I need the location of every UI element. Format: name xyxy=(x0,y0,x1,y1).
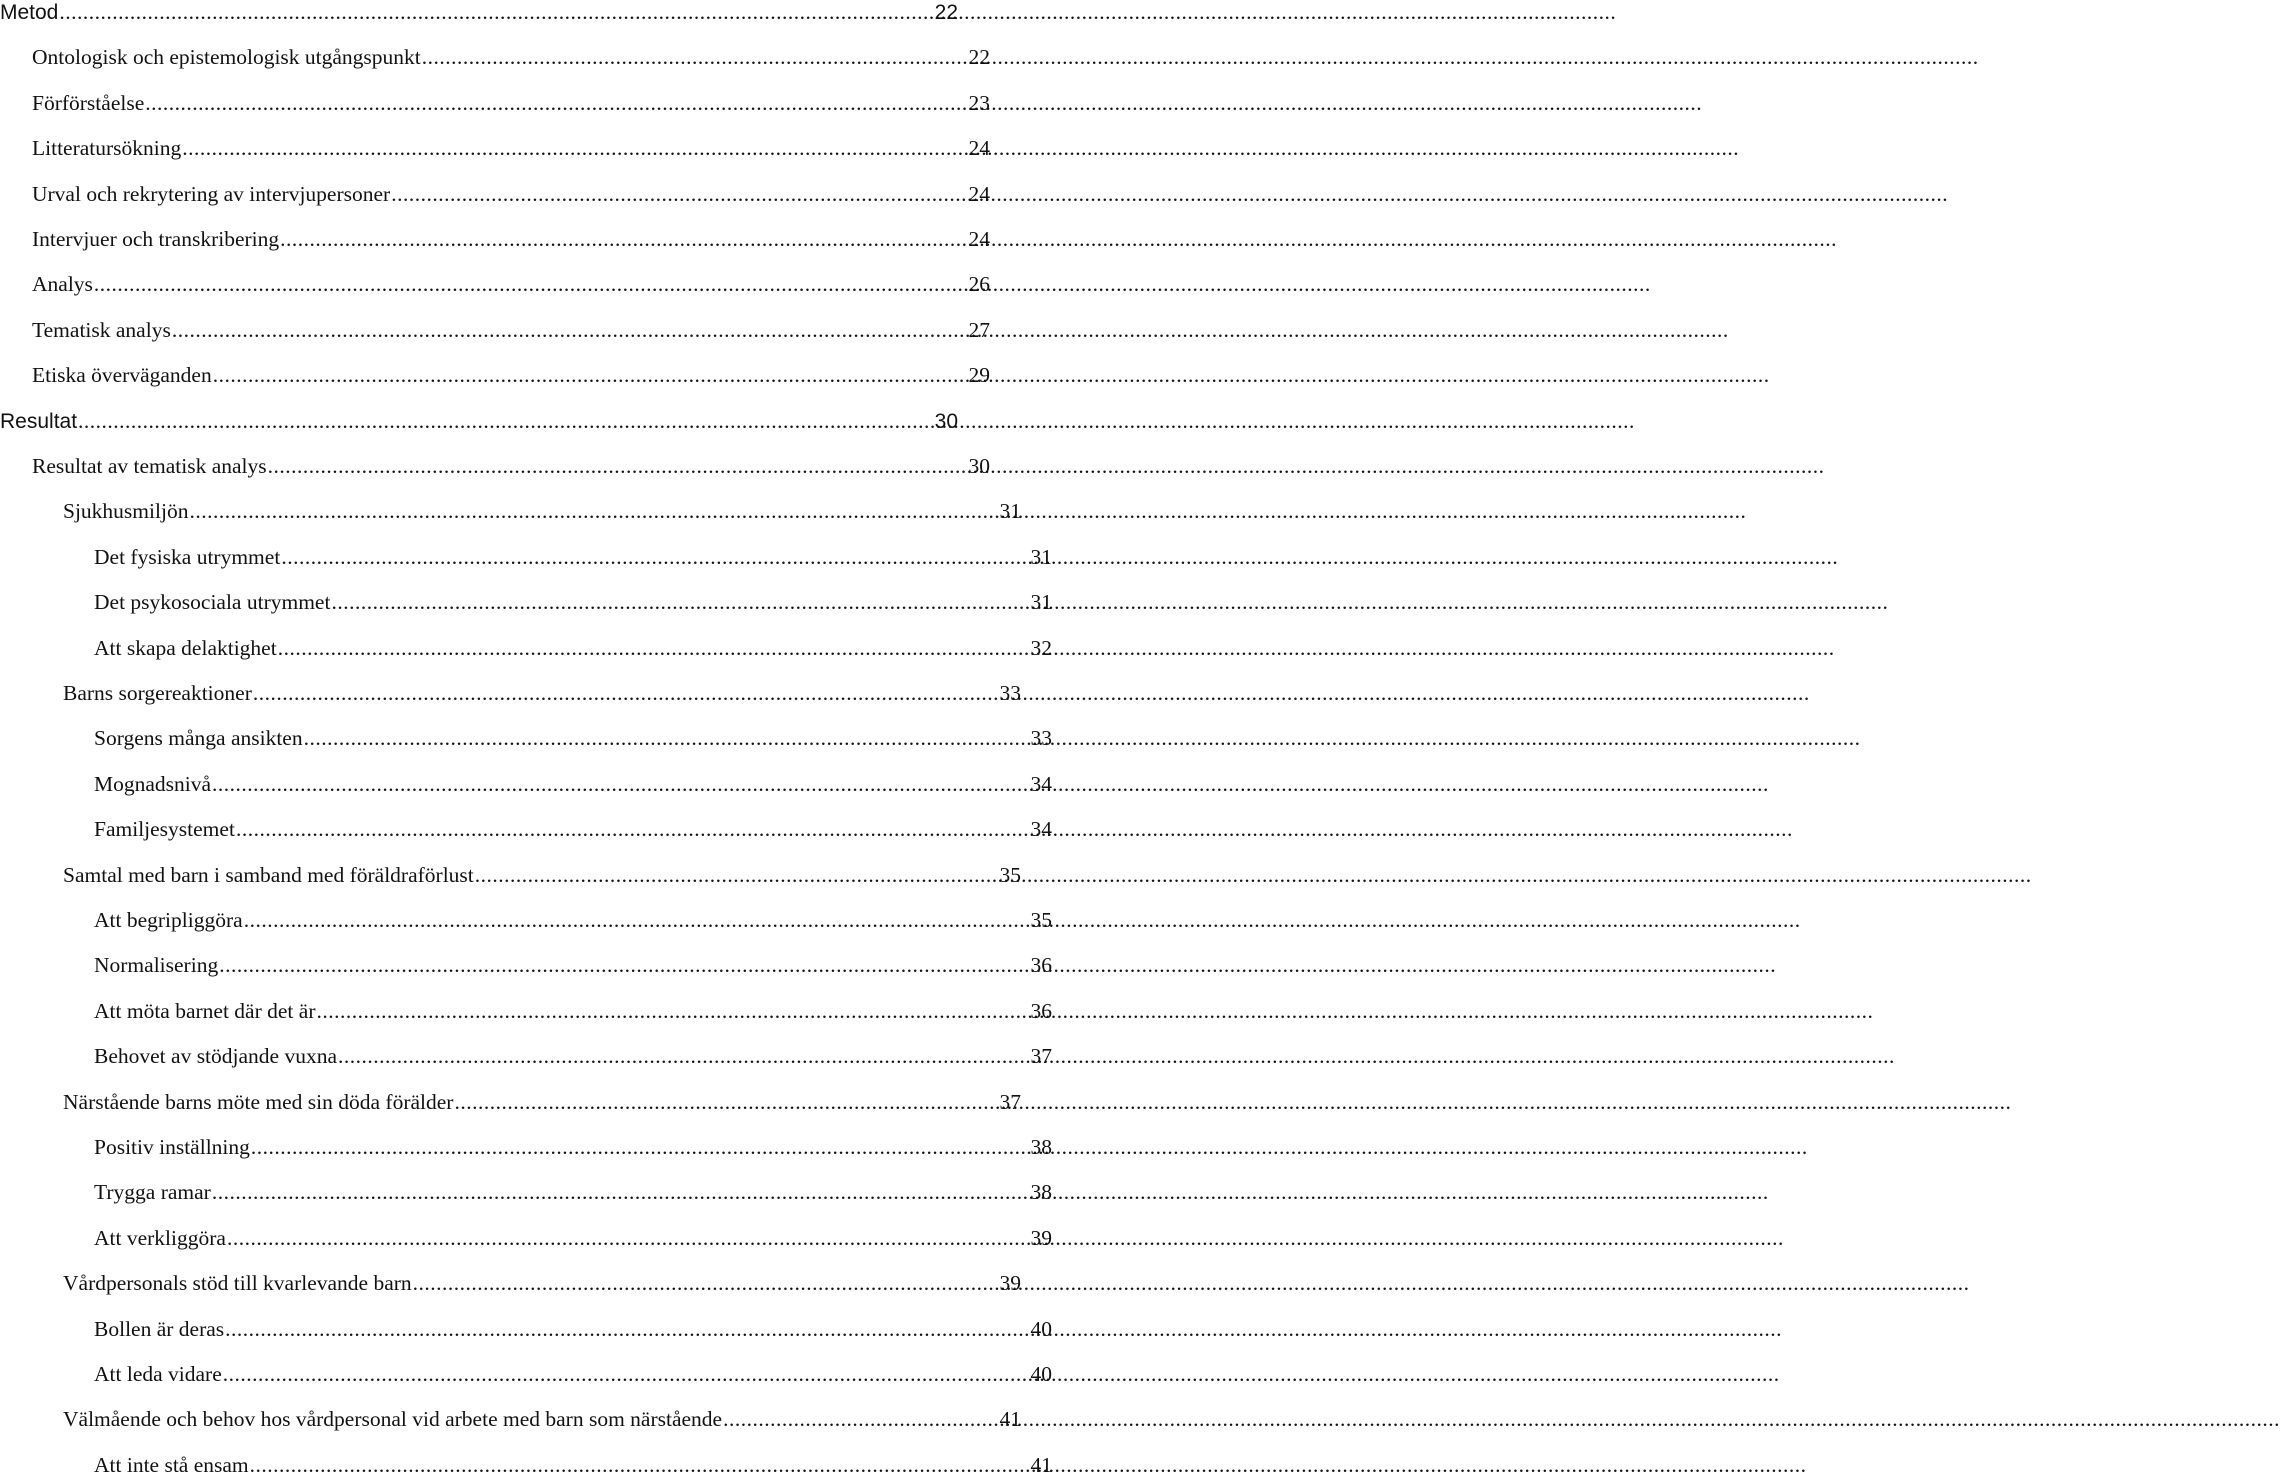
toc-entry-title: Behovet av stödjande vuxna xyxy=(94,1044,338,1069)
toc-entry[interactable] xyxy=(0,1039,1054,1073)
toc-entry-page-number: 29 xyxy=(968,363,990,388)
dot-leader xyxy=(331,585,1029,619)
toc-entry-title: Etiska överväganden xyxy=(32,363,212,388)
toc-entry-page-number: 34 xyxy=(1030,771,1052,796)
toc-entry-title: Välmående och behov hos vårdpersonal vid arbete med barn som närstående xyxy=(63,1407,723,1432)
toc-entry-page-number: 37 xyxy=(1030,1044,1052,1069)
toc-entry-title: Trygga ramar xyxy=(94,1180,211,1205)
dot-leader xyxy=(723,1402,998,1436)
toc-entry-page-number: 30 xyxy=(968,454,990,478)
toc-entry-page-number: 30 xyxy=(934,409,958,433)
toc-entry[interactable] xyxy=(0,676,1023,710)
dot-leader xyxy=(454,1085,998,1119)
toc-entry[interactable] xyxy=(0,1221,1054,1255)
toc-entry-title: Det fysiska utrymmet xyxy=(94,544,281,569)
toc-entry[interactable] xyxy=(0,222,992,256)
toc-entry[interactable] xyxy=(0,177,992,211)
dot-leader xyxy=(227,1221,1030,1255)
dot-leader xyxy=(94,267,968,301)
dot-leader xyxy=(236,812,1030,846)
toc-entry-page-number: 31 xyxy=(1030,590,1052,615)
toc-entry-page-number: 31 xyxy=(999,499,1021,524)
toc-entry[interactable] xyxy=(0,404,960,438)
dot-leader xyxy=(391,177,967,211)
toc-entry-page-number: 35 xyxy=(999,862,1021,887)
toc-entry-title: Sjukhusmiljön xyxy=(63,499,189,524)
toc-entry-title: Samtal med barn i samband med föräldraförlust xyxy=(63,862,474,887)
toc-entry-page-number: 24 xyxy=(968,136,990,161)
toc-entry[interactable] xyxy=(0,267,992,301)
toc-entry[interactable] xyxy=(0,1085,1023,1119)
toc-entry-title: Urval och rekrytering av intervjupersoner xyxy=(32,181,391,206)
toc-entry-title: Resultat xyxy=(0,409,78,433)
toc-entry[interactable] xyxy=(0,1312,1054,1346)
toc-entry[interactable] xyxy=(0,1402,1023,1436)
toc-entry-page-number: 23 xyxy=(968,90,990,115)
toc-entry-title: Att inte stå ensam xyxy=(94,1452,249,1477)
toc-entry[interactable] xyxy=(0,1357,1054,1391)
dot-leader xyxy=(253,676,999,710)
toc-entry-title: Litteratursökning xyxy=(32,136,182,161)
dot-leader xyxy=(223,1357,1030,1391)
toc-entry-page-number: 22 xyxy=(934,1,958,24)
toc-entry[interactable] xyxy=(0,40,992,74)
toc-entry[interactable] xyxy=(0,631,1054,665)
dot-leader xyxy=(225,1312,1029,1346)
toc-entry-page-number: 37 xyxy=(999,1089,1021,1114)
dot-leader xyxy=(268,449,968,483)
toc-entry[interactable] xyxy=(0,767,1054,801)
toc-entry-title: Resultat av tematisk analys xyxy=(32,454,267,478)
toc-entry-page-number: 32 xyxy=(1030,635,1052,660)
toc-entry-title: Positiv inställning xyxy=(94,1135,250,1159)
dot-leader xyxy=(251,1130,1030,1164)
dot-leader xyxy=(316,994,1029,1028)
toc-entry-page-number: 24 xyxy=(968,227,990,251)
toc-entry[interactable] xyxy=(0,540,1054,574)
dot-leader xyxy=(280,222,967,256)
toc-entry-page-number: 33 xyxy=(999,681,1021,705)
toc-entry-title: Att skapa delaktighet xyxy=(94,635,277,660)
toc-entry-page-number: 22 xyxy=(968,45,990,70)
toc-entry[interactable] xyxy=(0,948,1054,982)
toc-entry-title: Att leda vidare xyxy=(94,1362,222,1386)
toc-entry-page-number: 33 xyxy=(1030,726,1052,751)
toc-entry-page-number: 40 xyxy=(1030,1316,1052,1341)
dot-leader xyxy=(145,86,967,120)
dot-leader xyxy=(78,404,934,438)
toc-entry[interactable] xyxy=(0,812,1054,846)
toc-entry-page-number: 41 xyxy=(999,1407,1021,1432)
toc-entry-title: Ontologisk och epistemologisk utgångspunkt xyxy=(32,45,421,70)
toc-entry[interactable] xyxy=(0,494,1023,528)
dot-leader xyxy=(213,358,968,392)
dot-leader xyxy=(278,631,1030,665)
dot-leader xyxy=(189,494,998,528)
dot-leader xyxy=(281,540,1029,574)
dot-leader xyxy=(59,0,933,29)
toc-entry-page-number: 39 xyxy=(999,1271,1021,1296)
toc-entry-page-number: 34 xyxy=(1030,817,1052,842)
toc-entry[interactable] xyxy=(0,585,1054,619)
toc-entry[interactable] xyxy=(0,858,1023,892)
toc-entry-page-number: 35 xyxy=(1030,908,1052,932)
toc-entry-page-number: 24 xyxy=(968,181,990,206)
toc-entry-page-number: 39 xyxy=(1030,1225,1052,1250)
dot-leader xyxy=(219,948,1029,982)
toc-entry-page-number: 38 xyxy=(1030,1135,1052,1159)
toc-entry-page-number: 27 xyxy=(968,317,990,342)
toc-entry[interactable] xyxy=(0,903,1054,937)
toc-entry-title: Närstående barns möte med sin döda förälder xyxy=(63,1089,454,1114)
dot-leader xyxy=(212,767,1029,801)
dot-leader xyxy=(338,1039,1029,1073)
toc-entry[interactable] xyxy=(0,131,992,165)
toc-entry-title: Bollen är deras xyxy=(94,1316,225,1341)
toc-entry-page-number: 26 xyxy=(968,272,990,297)
dot-leader xyxy=(304,721,1030,755)
toc-entry-title: Att begripliggöra xyxy=(94,908,243,932)
dot-leader xyxy=(413,1266,999,1300)
toc-entry-title: Vårdpersonals stöd till kvarlevande barn xyxy=(63,1271,412,1296)
toc-entry[interactable] xyxy=(0,1175,1054,1209)
toc-entry-title: Familjesystemet xyxy=(94,817,235,842)
toc-entry-title: Att möta barnet där det är xyxy=(94,998,316,1023)
toc-entry[interactable] xyxy=(0,0,960,29)
toc-entry-title: Sorgens många ansikten xyxy=(94,726,303,751)
toc-entry[interactable] xyxy=(0,86,992,120)
toc-entry[interactable] xyxy=(0,994,1054,1028)
dot-leader xyxy=(182,131,967,165)
toc-entry-title: Det psykosociala utrymmet xyxy=(94,590,331,615)
toc-entry[interactable] xyxy=(0,358,992,392)
dot-leader xyxy=(250,1448,1030,1482)
toc-entry-page-number: 31 xyxy=(1030,544,1052,569)
toc-entry-title: Intervjuer och transkribering xyxy=(32,227,280,251)
toc-entry-title: Barns sorgereaktioner xyxy=(63,681,252,705)
toc-entry-page-number: 36 xyxy=(1030,998,1052,1023)
toc-entry-title: Analys xyxy=(32,272,93,297)
toc-entry-page-number: 40 xyxy=(1030,1362,1052,1386)
toc-entry[interactable] xyxy=(0,721,1054,755)
toc-entry-title: Tematisk analys xyxy=(32,317,171,342)
toc-entry-title: Att verkliggöra xyxy=(94,1225,226,1250)
toc-entry[interactable] xyxy=(0,449,992,483)
dot-leader xyxy=(212,1175,1030,1209)
toc-entry-title: Normalisering xyxy=(94,953,219,978)
dot-leader xyxy=(422,40,968,74)
toc-entry-title: Mognadsnivå xyxy=(94,771,212,796)
dot-leader xyxy=(172,313,968,347)
toc-entry-page-number: 36 xyxy=(1030,953,1052,978)
toc-entry[interactable] xyxy=(0,1266,1023,1300)
dot-leader xyxy=(475,858,999,892)
toc-entry-title: Metod xyxy=(0,1,59,24)
toc-entry[interactable] xyxy=(0,313,992,347)
toc-entry-page-number: 38 xyxy=(1030,1180,1052,1205)
toc-entry-title: Förförståelse xyxy=(32,90,145,115)
toc-entry-page-number: 41 xyxy=(1030,1452,1052,1477)
toc-entry[interactable] xyxy=(0,1130,1054,1164)
toc-entry[interactable] xyxy=(0,1448,1054,1482)
dot-leader xyxy=(244,903,1030,937)
